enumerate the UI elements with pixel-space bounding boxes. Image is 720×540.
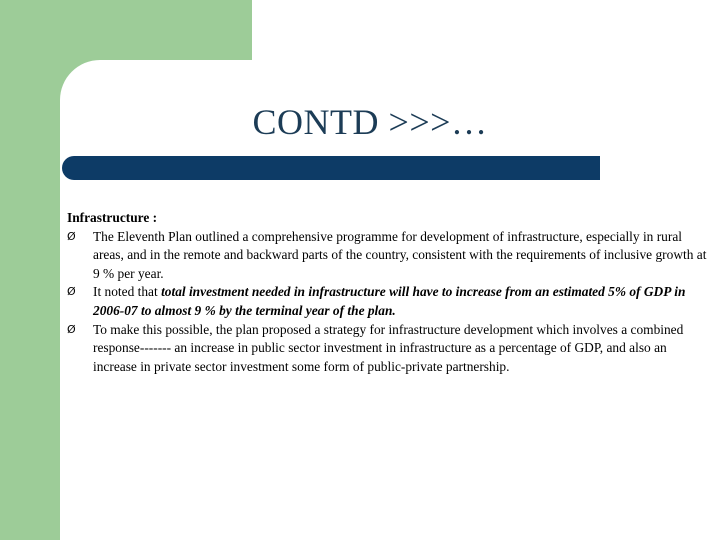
arrow-bullet-icon: Ø (67, 229, 76, 243)
bullet-text: The Eleventh Plan outlined a comprehensive programme for development of infrastructure, especially in rural areas, and in the remote and backward parts of the country, consistent with the requirements of inclusive growth at 9 % per year. (93, 228, 707, 281)
bullet-text: To make this possible, the plan proposed a strategy for infrastructure development which involves a combined response------- an increase in public sector investment in infrastructure as a percentage of GDP, and also an increase in private sector investment some form of public-private partnership. (93, 321, 684, 374)
bullet-text-lead: It noted that (93, 284, 162, 300)
section-heading: Infrastructure : (67, 210, 158, 225)
bullet-text-emphasis: total investment needed in infrastructure will have to increase from an estimated 5% of GDP in 2006-07 to almost 9 % by the terminal year of the plan (93, 284, 686, 318)
bullet-item (67, 321, 713, 377)
bullet-item (67, 283, 713, 320)
bullet-text-end: . (392, 302, 396, 318)
bullet-list (67, 228, 713, 377)
slide-body (67, 209, 713, 376)
bullet-item (67, 228, 713, 284)
title-divider-bar (62, 156, 600, 180)
slide-title: CONTD >>>… (252, 102, 488, 142)
arrow-bullet-icon: Ø (67, 285, 76, 299)
arrow-bullet-icon: Ø (67, 322, 76, 336)
decorative-green-sidebar (0, 0, 60, 540)
